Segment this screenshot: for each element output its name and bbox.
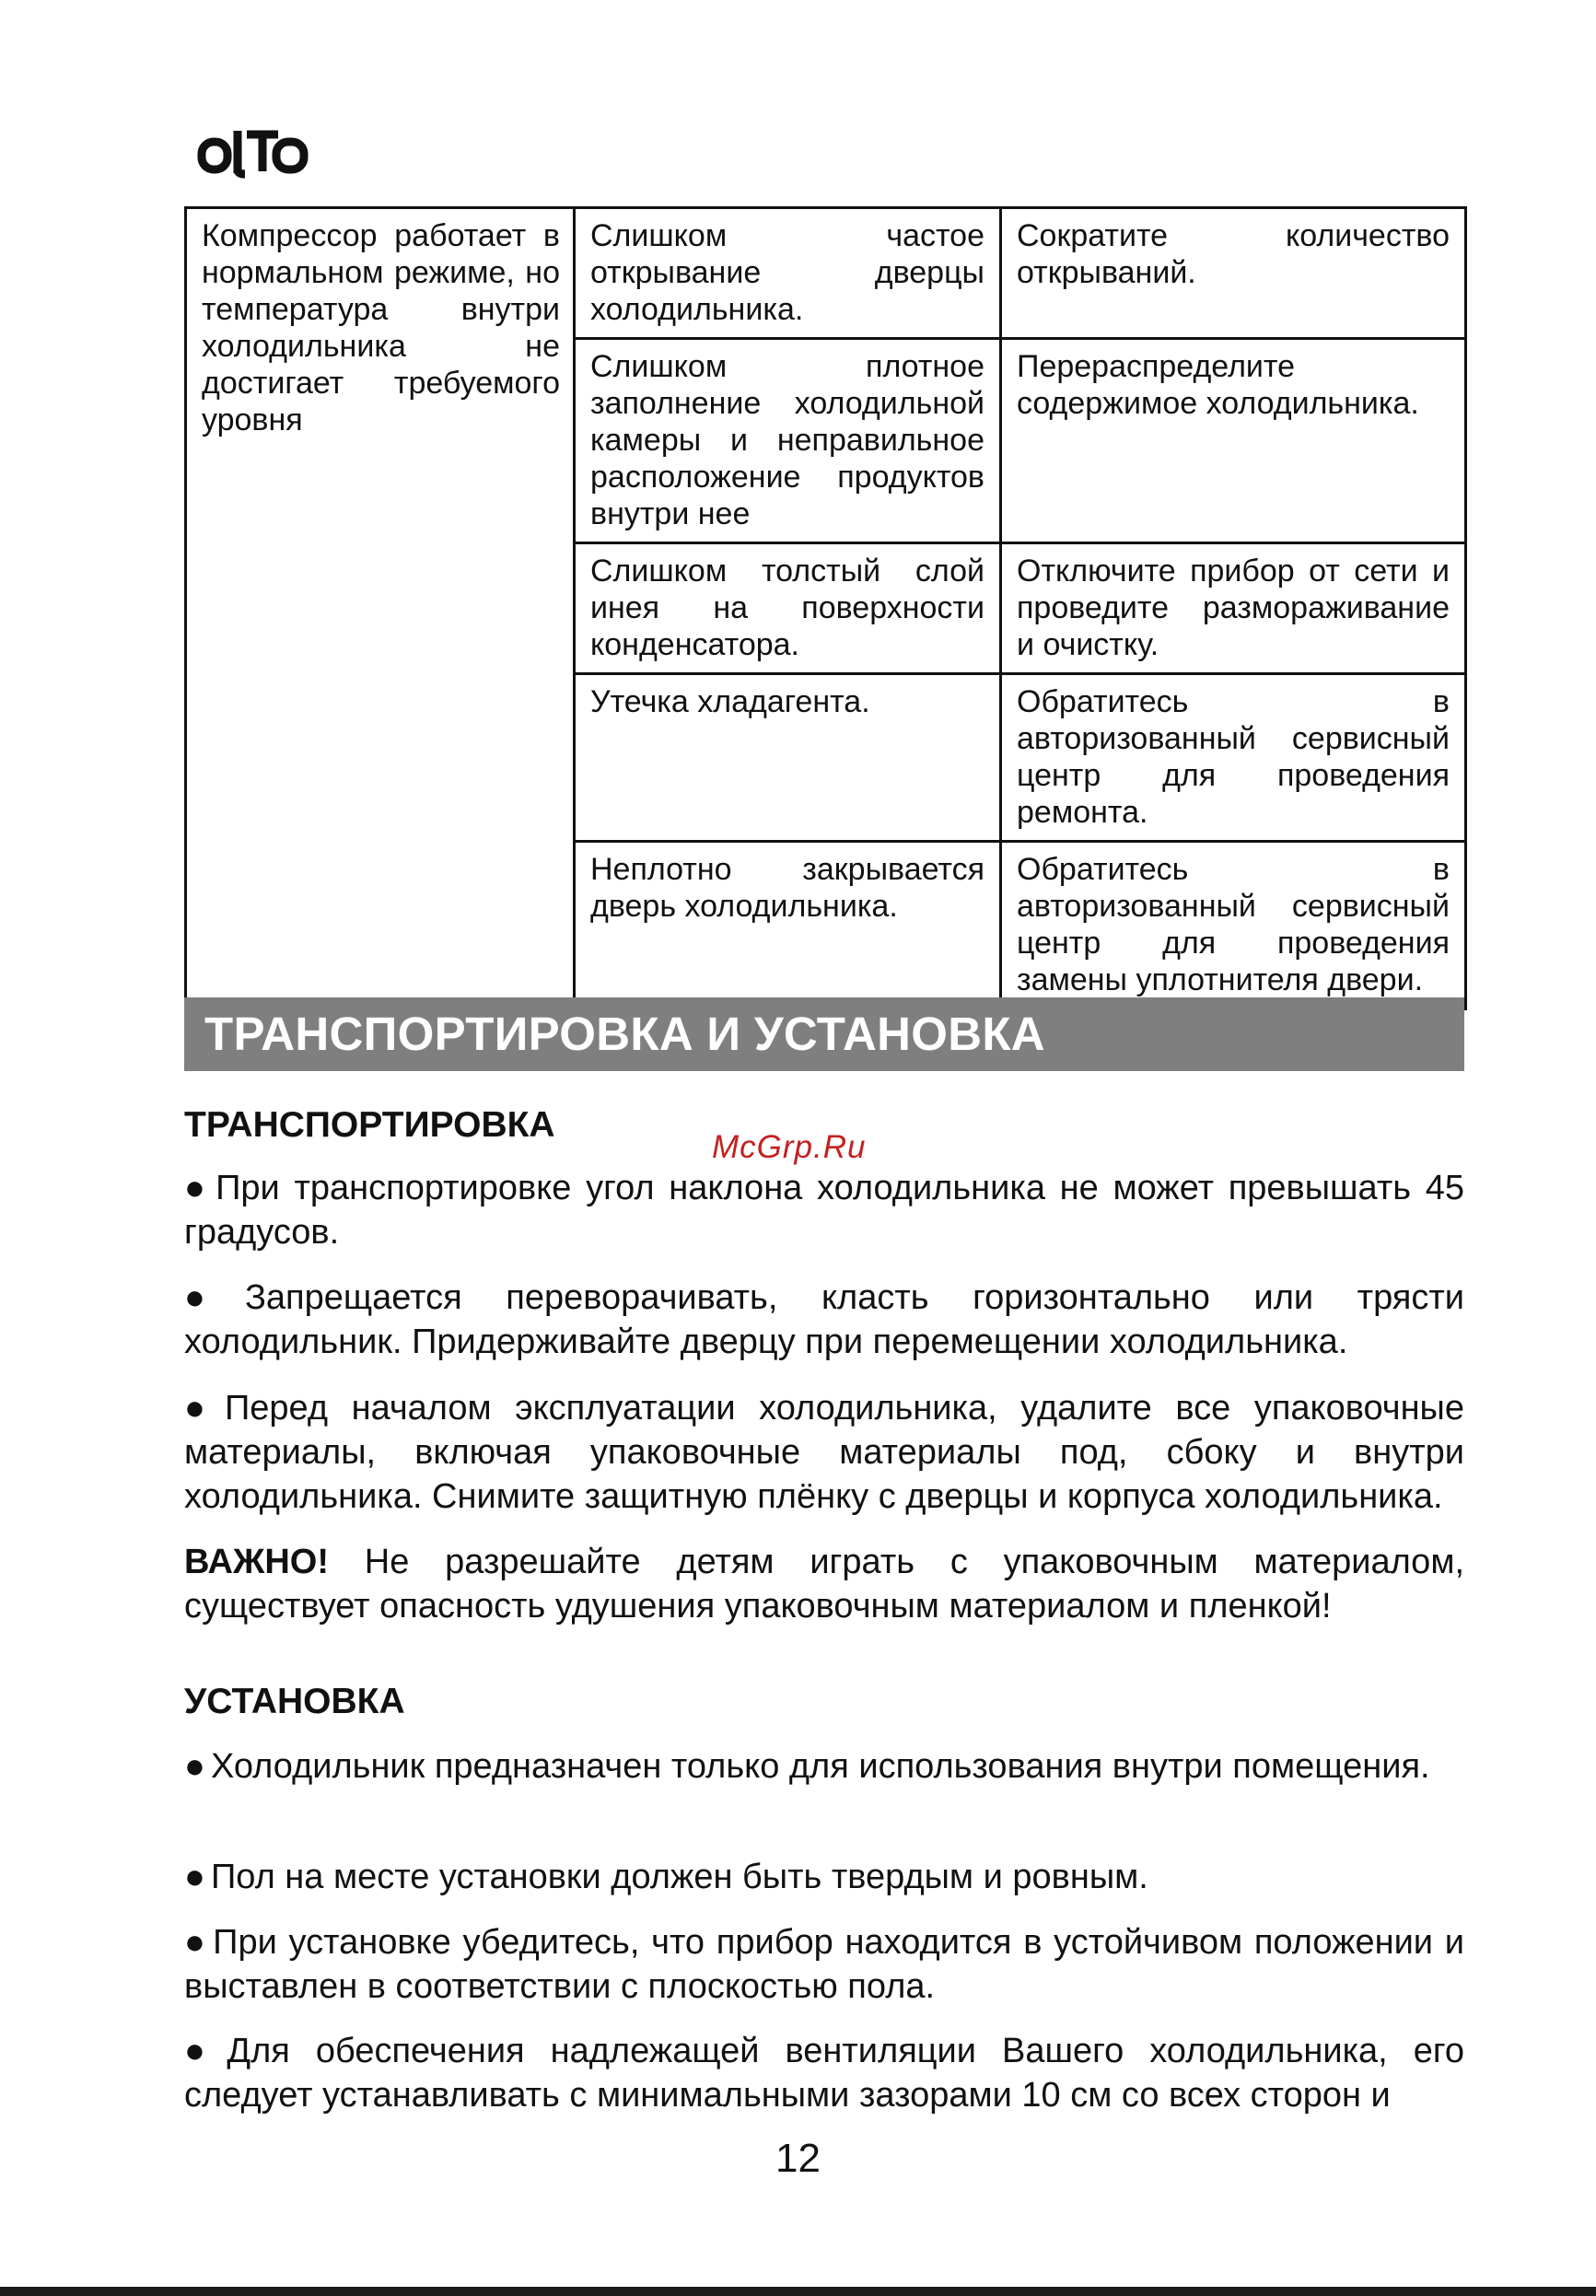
list-item xyxy=(184,1166,1464,1254)
installation-heading: УСТАНОВКА xyxy=(184,1682,405,1721)
bullet-icon: ● xyxy=(184,1389,219,1428)
bullet-icon: ● xyxy=(184,1858,205,1896)
list-item xyxy=(184,1744,1464,1789)
watermark: McGrp.Ru xyxy=(712,1129,867,1165)
solution-cell: Обратитесь в авторизованный сервисный центр для проведения ремонта. xyxy=(1001,674,1466,842)
warning-paragraph xyxy=(184,1540,1464,1628)
installation-item-text: При установке убедитесь, что прибор находится в устойчивом положении и выставлен в соответствии с плоскостью пола. xyxy=(184,1923,1464,2006)
brand-logo-icon xyxy=(197,123,311,179)
list-item xyxy=(184,1855,1464,1899)
symptom-cell: Компрессор работает в нормальном режиме, но температура внутри холодильника не достигает требуемого уровня xyxy=(186,208,575,1009)
list-item xyxy=(184,1920,1464,2009)
bullet-icon: ● xyxy=(184,1278,239,1317)
page-number: 12 xyxy=(775,2136,821,2181)
bullet-icon: ● xyxy=(184,1169,211,1207)
solution-cell: Отключите прибор от сети и проведите размораживание и очистку. xyxy=(1001,543,1466,674)
warning-label: ВАЖНО! xyxy=(184,1543,329,1581)
installation-item-text: Холодильник предназначен только для использования внутри помещения. xyxy=(210,1747,1430,1786)
list-item xyxy=(184,2029,1464,2117)
troubleshooting-table xyxy=(184,206,1467,1010)
installation-item-text: Пол на месте установки должен быть твердым и ровным. xyxy=(210,1858,1148,1896)
cause-cell: Слишком частое открывание дверцы холодильника. xyxy=(575,208,1001,339)
section-title-bar: ТРАНСПОРТИРОВКА И УСТАНОВКА xyxy=(184,997,1464,1071)
cause-cell: Неплотно закрывается дверь холодильника. xyxy=(575,842,1001,1009)
solution-cell: Обратитесь в авторизованный сервисный центр для проведения замены уплотнителя двери. xyxy=(1001,842,1466,1009)
transport-heading: ТРАНСПОРТИРОВКА xyxy=(184,1105,555,1145)
brand-logo xyxy=(197,123,311,179)
transport-item-text: Перед началом эксплуатации холодильника, удалите все упаковочные материалы, включая упаковочные материалы под, сбоку и внутри холодильника. Снимите защитную плёнку с дверцы и корпуса холодильника. xyxy=(184,1389,1464,1516)
list-item xyxy=(184,1386,1464,1519)
list-item xyxy=(184,1276,1464,1364)
bullet-icon: ● xyxy=(184,2032,222,2070)
cause-cell: Слишком толстый слой инея на поверхности конденсатора. xyxy=(575,543,1001,674)
cause-cell: Утечка хладагента. xyxy=(575,674,1001,842)
installation-item-text: Для обеспечения надлежащей вентиляции Вашего холодильника, его следует устанавливать с минимальными зазорами 10 см со всех сторон и xyxy=(184,2032,1464,2115)
warning-text: Не разрешайте детям играть с упаковочным материалом, существует опасность удушения упаковочным материалом и пленкой! xyxy=(184,1543,1464,1626)
table-row xyxy=(186,208,1466,339)
transport-item-text: Запрещается переворачивать, класть горизонтально или трясти холодильник. Придерживайте дверцу при перемещении холодильника. xyxy=(184,1278,1464,1361)
bottom-rule xyxy=(0,2287,1596,2296)
cause-cell: Слишком плотное заполнение холодильной камеры и неправильное расположение продуктов внутри нее xyxy=(575,339,1001,543)
bullet-icon: ● xyxy=(184,1747,205,1786)
transport-item-text: При транспортировке угол наклона холодильника не может превышать 45 градусов. xyxy=(184,1169,1464,1252)
solution-cell: Сократите количество открываний. xyxy=(1001,208,1466,339)
solution-cell: Перераспределите содержимое холодильника. xyxy=(1001,339,1466,543)
bullet-icon: ● xyxy=(184,1923,208,1962)
